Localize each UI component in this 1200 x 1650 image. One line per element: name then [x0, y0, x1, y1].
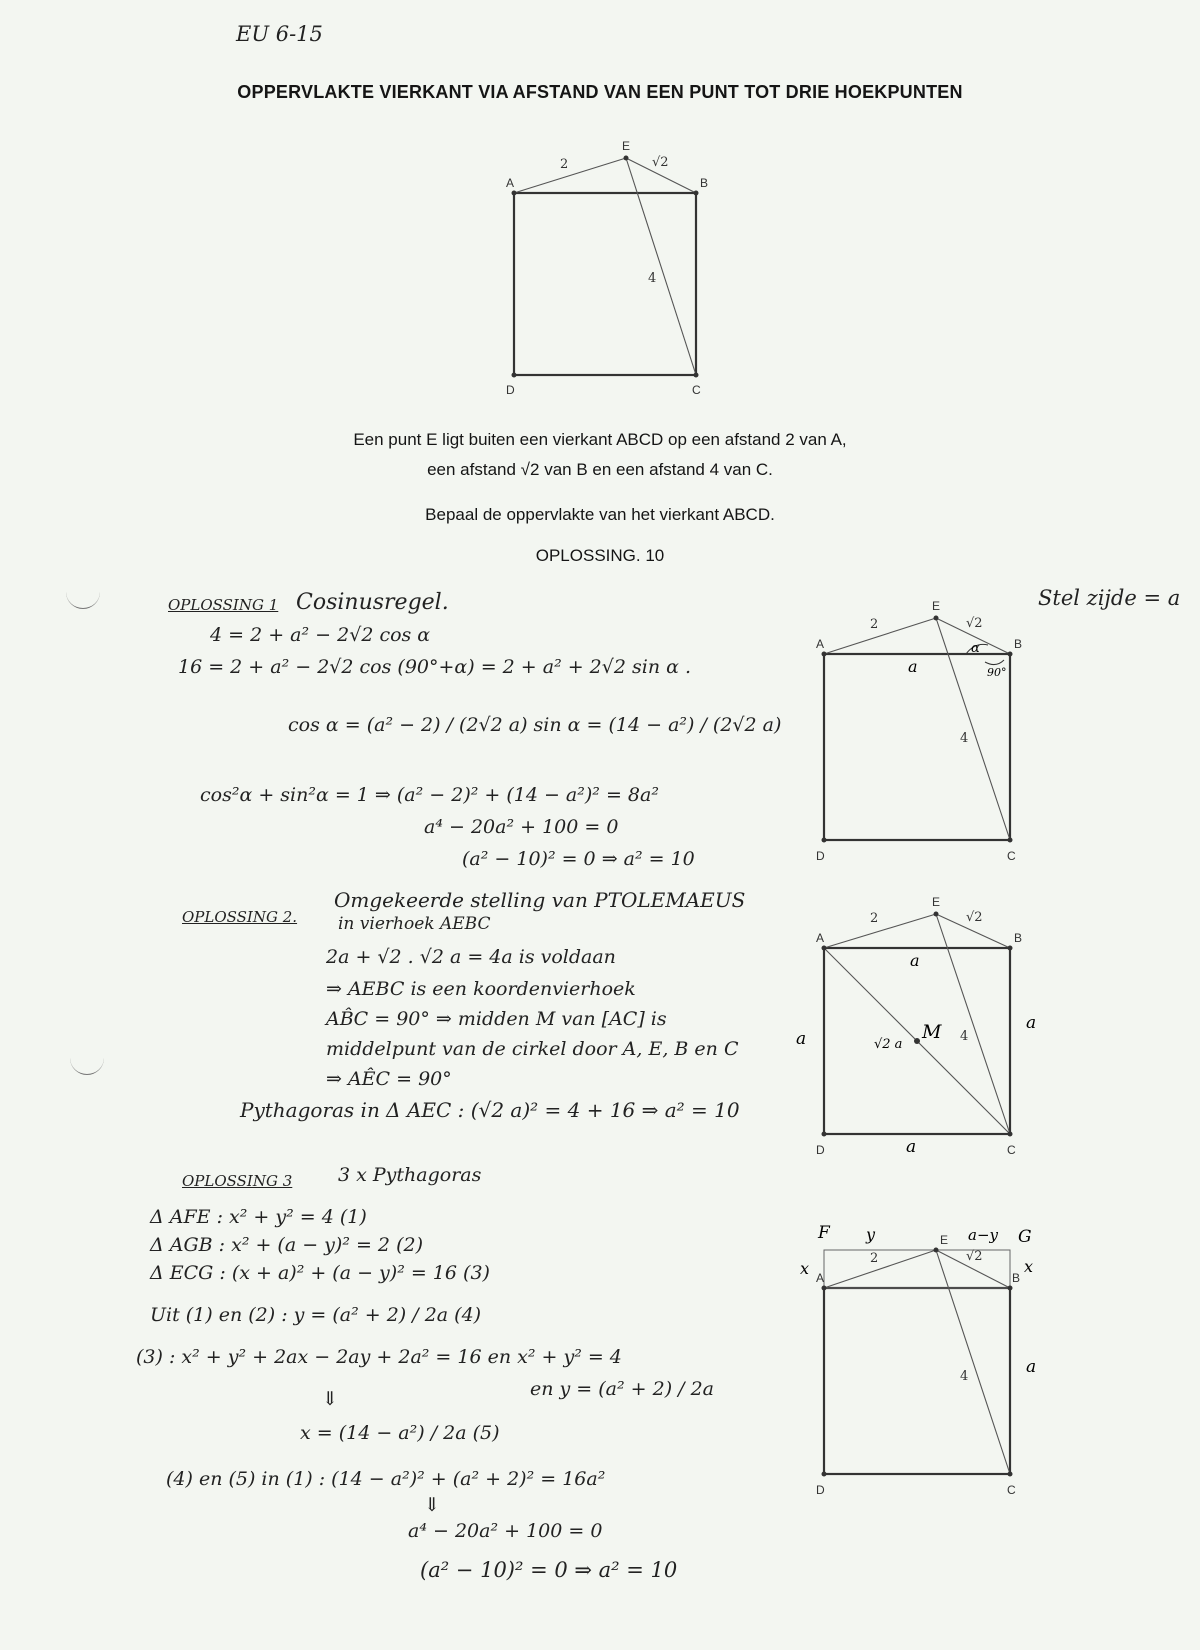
- vertex-label-b: B: [1014, 931, 1023, 945]
- length-label-eb: √2: [966, 616, 983, 631]
- solution3-line: Uit (1) en (2) : y = (a² + 2) / 2a (4): [150, 1304, 482, 1326]
- segment-label-y: y: [866, 1225, 876, 1244]
- vertex-label-a: A: [506, 176, 515, 190]
- length-label-ec: 4: [960, 731, 969, 746]
- vertex-label-c: C: [692, 383, 701, 397]
- sqrt-two: √2: [520, 460, 540, 479]
- solution3-line: (a² − 10)² = 0 ⇒ a² = 10: [420, 1558, 678, 1582]
- solution1-note: Stel zijde = a: [1038, 586, 1181, 610]
- solution3-line: Δ ECG : (x + a)² + (a − y)² = 16 (3): [150, 1262, 490, 1284]
- segment-label-x-left: x: [800, 1259, 810, 1278]
- vertex-label-f: F: [818, 1223, 830, 1243]
- solution1-line: cos²α + sin²α = 1 ⇒ (a² − 2)² + (14 − a²)² = 8a²: [200, 784, 659, 806]
- vertex-label-e: E: [940, 1233, 949, 1247]
- vertex-label-e: E: [622, 139, 631, 153]
- solution3-line: Δ AFE : x² + y² = 4 (1): [150, 1206, 367, 1228]
- solution3-line: x = (14 − a²) / 2a (5): [300, 1422, 500, 1444]
- solution3-method: 3 x Pythagoras: [338, 1164, 482, 1186]
- side-label-a: a: [1026, 1357, 1037, 1377]
- solution3-line: a⁴ − 20a² + 100 = 0: [408, 1520, 603, 1542]
- side-label-a: a: [908, 657, 918, 676]
- document-code: EU 6-15: [236, 22, 323, 46]
- vertex-label-a: A: [816, 637, 825, 651]
- answer-line: OPLOSSING. 10: [535, 546, 665, 565]
- side-label-right: a: [1026, 1013, 1037, 1033]
- vertex-label-b: B: [1014, 637, 1023, 651]
- solution2-line: ⇒ AÊC = 90°: [326, 1068, 452, 1090]
- midpoint-label-m: M: [922, 1021, 942, 1043]
- side-label-bottom: a: [906, 1137, 917, 1157]
- angle-label-alpha: α: [971, 641, 980, 656]
- length-label-ec: 4: [960, 1369, 969, 1384]
- solution1-line: cos α = (a² − 2) / (2√2 a) sin α = (14 − a²) / (2√2 a): [288, 714, 782, 736]
- length-label-ea: 2: [870, 617, 879, 632]
- segment-label-am: √2 a: [874, 1037, 903, 1052]
- solution1-method: Cosinusregel.: [296, 590, 449, 615]
- solution2-line: Omgekeerde stelling van PTOLEMAEUS: [334, 888, 746, 912]
- vertex-label-d: D: [816, 849, 825, 863]
- problem-line-2: een afstand √2 van B en een afstand 4 van C.: [427, 460, 773, 479]
- segment-label-x-right: x: [1024, 1257, 1034, 1276]
- vertex-label-b: B: [1012, 1271, 1021, 1285]
- length-label-eb: √2: [966, 1249, 983, 1264]
- solution2-line: Pythagoras in Δ AEC : (√2 a)² = 4 + 16 ⇒ a² = 10: [240, 1098, 740, 1122]
- solution1-line: 16 = 2 + a² − 2√2 cos (90°+α) = 2 + a² + 2√2 sin α .: [178, 656, 692, 678]
- vertex-label-d: D: [816, 1483, 825, 1497]
- solution3-line: ⇓: [322, 1388, 338, 1410]
- length-label-ea: 2: [560, 157, 569, 172]
- solution1-line: a⁴ − 20a² + 100 = 0: [424, 816, 619, 838]
- solution2-line: 2a + √2 . √2 a = 4a is voldaan: [326, 946, 616, 968]
- solution3-heading: OPLOSSING 3: [182, 1172, 293, 1190]
- length-label-eb: √2: [966, 910, 983, 925]
- solution3-line: Δ AGB : x² + (a − y)² = 2 (2): [150, 1234, 423, 1256]
- solution3-line: en y = (a² + 2) / 2a: [530, 1378, 715, 1400]
- solution1-heading: OPLOSSING 1: [168, 596, 279, 614]
- solution2-line: AB̂C = 90° ⇒ midden M van [AC] is: [326, 1008, 667, 1030]
- solution2-line: in vierhoek AEBC: [338, 914, 491, 934]
- solution2-line: middelpunt van de cirkel door A, E, B en C: [326, 1038, 739, 1060]
- page-title: OPPERVLAKTE VIERKANT VIA AFSTAND VAN EEN PUNT TOT DRIE HOEKPUNTEN: [237, 82, 963, 102]
- solution3-line: (4) en (5) in (1) : (14 − a²)² + (a² + 2)² = 16a²: [166, 1468, 606, 1490]
- segment-label-a-minus-y: a−y: [968, 1226, 998, 1244]
- problem-question: Bepaal de oppervlakte van het vierkant ABCD.: [425, 505, 775, 524]
- solution3-line: (3) : x² + y² + 2ax − 2ay + 2a² = 16 en x² + y² = 4: [136, 1346, 622, 1368]
- vertex-label-c: C: [1007, 1483, 1016, 1497]
- solution1-line: 4 = 2 + a² − 2√2 cos α: [210, 624, 431, 646]
- vertex-label-a: A: [816, 931, 825, 945]
- solution2-heading: OPLOSSING 2.: [182, 908, 298, 926]
- vertex-label-e: E: [932, 599, 941, 613]
- side-label-ab: a: [910, 951, 920, 970]
- vertex-label-d: D: [816, 1143, 825, 1157]
- angle-label-90: 90°: [987, 666, 1007, 679]
- length-label-eb: √2: [652, 155, 669, 170]
- vertex-label-c: C: [1007, 849, 1016, 863]
- length-label-ea: 2: [870, 911, 879, 926]
- vertex-label-d: D: [506, 383, 515, 397]
- problem-line-1: Een punt E ligt buiten een vierkant ABCD op een afstand 2 van A,: [353, 430, 847, 449]
- solution3-line: ⇓: [424, 1494, 440, 1516]
- vertex-label-a: A: [816, 1271, 825, 1285]
- vertex-label-c: C: [1007, 1143, 1016, 1157]
- side-label-left: a: [796, 1029, 807, 1049]
- vertex-label-e: E: [932, 895, 941, 909]
- vertex-label-b: B: [700, 176, 709, 190]
- solution1-line: (a² − 10)² = 0 ⇒ a² = 10: [462, 848, 695, 870]
- vertex-label-g: G: [1018, 1227, 1032, 1247]
- length-label-ec: 4: [960, 1029, 969, 1044]
- solution2-line: ⇒ AEBC is een koordenvierhoek: [326, 978, 636, 1000]
- length-label-ec: 4: [648, 271, 657, 286]
- length-label-ea: 2: [870, 1251, 879, 1266]
